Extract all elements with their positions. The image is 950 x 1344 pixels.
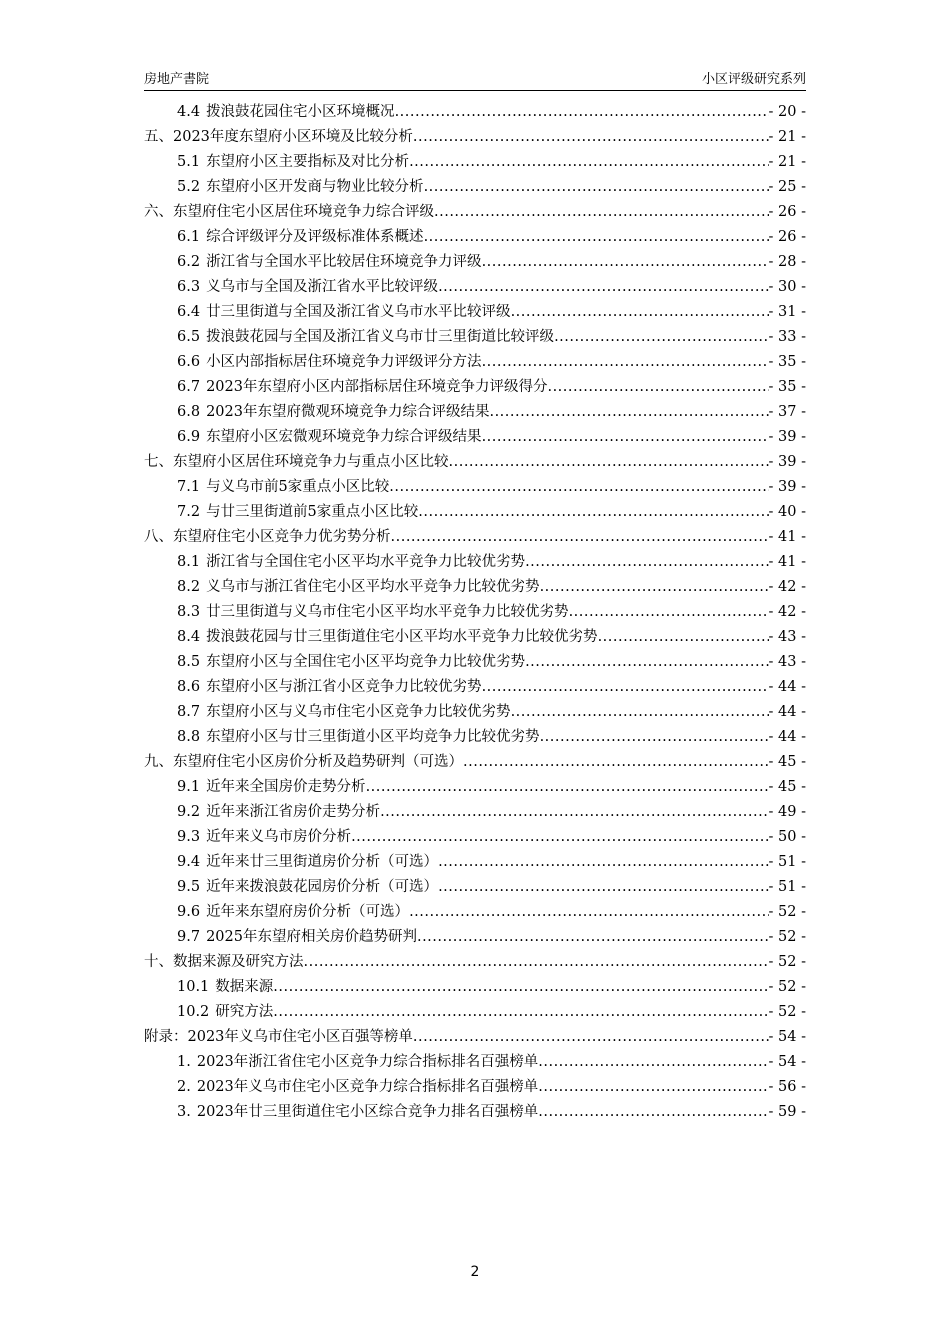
toc-entry-page: - 51 -: [768, 854, 806, 870]
toc-entry-title: 数据来源及研究方法: [173, 954, 304, 970]
toc-entry-number: 6.9: [177, 429, 201, 445]
toc-entry-title: 近年来东望府房价分析（可选）: [206, 904, 410, 920]
toc-entry-number: 6.7: [177, 379, 201, 395]
toc-dot-leader: [424, 225, 769, 250]
toc-entry-title: 2023年度东望府小区环境及比较分析: [173, 129, 413, 145]
toc-dot-leader: [304, 950, 769, 975]
toc-entry-number: 6.1: [177, 229, 201, 245]
toc-entry-number: 八、: [144, 529, 173, 545]
toc-entry[interactable]: [144, 975, 806, 1000]
toc-entry-page: - 52 -: [768, 954, 806, 970]
toc-entry-page: - 37 -: [768, 404, 806, 420]
toc-dot-leader: [538, 1100, 768, 1125]
toc-dot-leader: [438, 275, 768, 300]
toc-dot-leader: [540, 575, 769, 600]
toc-entry-page: - 45 -: [768, 754, 806, 770]
toc-entry-title: 浙江省与全国住宅小区平均水平竞争力比较优劣势: [206, 554, 526, 570]
toc-dot-leader: [413, 125, 769, 150]
toc-entry-page: - 44 -: [768, 729, 806, 745]
toc-entry-number: 9.2: [177, 804, 201, 820]
toc-entry[interactable]: [144, 250, 806, 275]
toc-entry-number: 七、: [144, 454, 173, 470]
toc-entry[interactable]: [144, 300, 806, 325]
toc-entry[interactable]: [144, 200, 806, 225]
toc-entry[interactable]: [144, 750, 806, 775]
toc-entry-number: 7.2: [177, 504, 201, 520]
toc-entry-title: 东望府小区与全国住宅小区平均竞争力比较优劣势: [206, 654, 526, 670]
toc-entry-title: 近年来拨浪鼓花园房价分析（可选）: [206, 879, 439, 895]
toc-entry-title: 数据来源: [215, 979, 274, 995]
toc-entry-title: 2023年浙江省住宅小区竞争力综合指标排名百强榜单: [196, 1054, 539, 1070]
toc-entry-number: 1.: [177, 1054, 191, 1070]
toc-entry-page: - 42 -: [768, 579, 806, 595]
toc-entry[interactable]: [144, 325, 806, 350]
toc-entry-title: 2023年东望府微观环境竞争力综合评级结果: [206, 404, 490, 420]
toc-entry[interactable]: [144, 450, 806, 475]
toc-entry-title: 东望府住宅小区居住环境竞争力综合评级: [173, 204, 434, 220]
page-header: [144, 68, 806, 90]
toc-entry[interactable]: [144, 950, 806, 975]
toc-dot-leader: [395, 100, 769, 125]
toc-entry-title: 拨浪鼓花园住宅小区环境概况: [206, 104, 395, 120]
toc-entry-title: 东望府小区主要指标及对比分析: [206, 154, 410, 170]
toc-entry-page: - 39 -: [768, 479, 806, 495]
toc-entry[interactable]: [144, 125, 806, 150]
toc-entry[interactable]: [144, 225, 806, 250]
toc-dot-leader: [547, 375, 768, 400]
toc-entry-number: 6.2: [177, 254, 201, 270]
toc-entry-number: 8.5: [177, 654, 201, 670]
toc-entry-page: - 50 -: [768, 829, 806, 845]
toc-dot-leader: [482, 675, 769, 700]
toc-entry-title: 东望府住宅小区房价分析及趋势研判（可选）: [173, 754, 463, 770]
toc-entry-title: 2023年廿三里街道住宅小区综合竞争力排名百强榜单: [196, 1104, 539, 1120]
toc-dot-leader: [351, 825, 768, 850]
toc-dot-leader: [525, 650, 768, 675]
toc-entry[interactable]: [144, 1075, 806, 1100]
toc-dot-leader: [449, 450, 769, 475]
toc-entry-page: - 54 -: [768, 1029, 806, 1045]
toc-entry[interactable]: [144, 350, 806, 375]
toc-dot-leader: [409, 900, 768, 925]
toc-dot-leader: [482, 350, 769, 375]
toc-entry-page: - 54 -: [768, 1054, 806, 1070]
toc-entry[interactable]: [144, 375, 806, 400]
toc-dot-leader: [438, 850, 768, 875]
toc-entry-title: 廿三里街道与义乌市住宅小区平均水平竞争力比较优劣势: [206, 604, 569, 620]
toc-entry[interactable]: [144, 100, 806, 125]
toc-entry-number: 6.3: [177, 279, 201, 295]
toc-entry-number: 九、: [144, 754, 173, 770]
toc-dot-leader: [391, 525, 769, 550]
toc-entry-title: 东望府小区与义乌市住宅小区竞争力比较优劣势: [206, 704, 511, 720]
toc-entry-number: 6.5: [177, 329, 201, 345]
toc-entry-page: - 45 -: [768, 779, 806, 795]
toc-entry-title: 东望府小区宏微观环境竞争力综合评级结果: [206, 429, 482, 445]
toc-entry-number: 4.4: [177, 104, 201, 120]
toc-entry-title: 廿三里街道与全国及浙江省义乌市水平比较评级: [206, 304, 511, 320]
toc-dot-leader: [554, 325, 768, 350]
header-publisher: 房地产書院: [144, 72, 210, 87]
toc-entry-number: 6.6: [177, 354, 201, 370]
toc-dot-leader: [538, 1075, 768, 1100]
header-divider: [144, 90, 806, 91]
toc-entry[interactable]: [144, 275, 806, 300]
toc-entry-page: - 59 -: [768, 1104, 806, 1120]
toc-entry-page: - 26 -: [768, 229, 806, 245]
toc-entry[interactable]: [144, 925, 806, 950]
toc-entry-title: 与义乌市前5家重点小区比较: [206, 479, 390, 495]
toc-dot-leader: [366, 775, 769, 800]
toc-entry-page: - 39 -: [768, 454, 806, 470]
toc-entry-page: - 40 -: [768, 504, 806, 520]
toc-entry-title: 2023年义乌市住宅小区百强等榜单: [187, 1029, 413, 1045]
toc-entry-page: - 56 -: [768, 1079, 806, 1095]
toc-dot-leader: [525, 550, 768, 575]
toc-entry-page: - 25 -: [768, 179, 806, 195]
toc-entry[interactable]: [144, 650, 806, 675]
toc-entry-number: 8.7: [177, 704, 201, 720]
toc-entry-title: 2023年东望府小区内部指标居住环境竞争力评级得分: [206, 379, 548, 395]
toc-dot-leader: [418, 500, 768, 525]
toc-dot-leader: [417, 925, 769, 950]
header-series-title: 小区评级研究系列: [701, 72, 806, 87]
toc-dot-leader: [434, 200, 769, 225]
toc-entry-title: 东望府住宅小区竞争力优劣势分析: [173, 529, 391, 545]
toc-entry-page: - 35 -: [768, 379, 806, 395]
toc-dot-leader: [389, 475, 768, 500]
table-of-contents: [144, 100, 806, 1125]
toc-entry-page: - 41 -: [768, 529, 806, 545]
toc-entry-number: 5.1: [177, 154, 201, 170]
toc-entry-number: 10.1: [177, 979, 210, 995]
toc-dot-leader: [540, 725, 769, 750]
toc-dot-leader: [482, 250, 769, 275]
toc-entry-page: - 28 -: [768, 254, 806, 270]
toc-entry-number: 9.7: [177, 929, 201, 945]
toc-entry-number: 五、: [144, 129, 173, 145]
toc-entry[interactable]: [144, 900, 806, 925]
toc-entry-title: 浙江省与全国水平比较居住环境竞争力评级: [206, 254, 482, 270]
toc-entry-title: 义乌市与浙江省住宅小区平均水平竞争力比较优劣势: [206, 579, 540, 595]
toc-entry-page: - 52 -: [768, 1004, 806, 1020]
toc-entry-title: 东望府小区与浙江省小区竞争力比较优劣势: [206, 679, 482, 695]
toc-entry-number: 8.3: [177, 604, 201, 620]
toc-entry-title: 东望府小区与廿三里街道小区平均竞争力比较优劣势: [206, 729, 540, 745]
toc-entry-number: 5.2: [177, 179, 201, 195]
toc-entry-page: - 21 -: [768, 129, 806, 145]
toc-entry-page: - 44 -: [768, 704, 806, 720]
toc-entry-page: - 52 -: [768, 929, 806, 945]
toc-entry[interactable]: [144, 150, 806, 175]
toc-entry-page: - 49 -: [768, 804, 806, 820]
toc-entry-page: - 43 -: [768, 629, 806, 645]
toc-entry-page: - 42 -: [768, 604, 806, 620]
toc-entry-title: 东望府小区居住环境竞争力与重点小区比较: [173, 454, 449, 470]
toc-entry-number: 附录：: [144, 1029, 188, 1045]
toc-dot-leader: [273, 1000, 768, 1025]
toc-entry-number: 9.6: [177, 904, 201, 920]
toc-entry-title: 近年来廿三里街道房价分析（可选）: [206, 854, 439, 870]
toc-entry-page: - 41 -: [768, 554, 806, 570]
toc-dot-leader: [538, 1050, 768, 1075]
toc-dot-leader: [409, 150, 768, 175]
toc-entry-number: 十、: [144, 954, 173, 970]
toc-entry-title: 小区内部指标居住环境竞争力评级评分方法: [206, 354, 482, 370]
toc-entry-title: 义乌市与全国及浙江省水平比较评级: [206, 279, 439, 295]
toc-entry-page: - 33 -: [768, 329, 806, 345]
toc-entry-page: - 44 -: [768, 679, 806, 695]
toc-entry[interactable]: [144, 1000, 806, 1025]
toc-entry-number: 9.5: [177, 879, 201, 895]
toc-entry[interactable]: [144, 675, 806, 700]
toc-entry-number: 2.: [177, 1079, 191, 1095]
toc-entry-title: 近年来全国房价走势分析: [206, 779, 366, 795]
toc-entry-number: 8.2: [177, 579, 201, 595]
toc-entry[interactable]: [144, 600, 806, 625]
toc-dot-leader: [273, 975, 768, 1000]
toc-entry-title: 拨浪鼓花园与全国及浙江省义乌市廿三里街道比较评级: [206, 329, 555, 345]
toc-entry-page: - 30 -: [768, 279, 806, 295]
toc-entry-page: - 43 -: [768, 654, 806, 670]
toc-entry[interactable]: [144, 550, 806, 575]
toc-entry-title: 拨浪鼓花园与廿三里街道住宅小区平均水平竞争力比较优劣势: [206, 629, 598, 645]
toc-entry-title: 2023年义乌市住宅小区竞争力综合指标排名百强榜单: [196, 1079, 539, 1095]
toc-entry[interactable]: [144, 175, 806, 200]
toc-dot-leader: [598, 625, 769, 650]
toc-entry[interactable]: [144, 700, 806, 725]
toc-entry-number: 6.8: [177, 404, 201, 420]
toc-entry-title: 研究方法: [215, 1004, 274, 1020]
toc-entry[interactable]: [144, 1025, 806, 1050]
toc-entry[interactable]: [144, 1100, 806, 1125]
toc-entry[interactable]: [144, 875, 806, 900]
toc-dot-leader: [424, 175, 769, 200]
toc-entry-number: 7.1: [177, 479, 201, 495]
toc-entry[interactable]: [144, 725, 806, 750]
toc-dot-leader: [569, 600, 769, 625]
toc-dot-leader: [511, 300, 769, 325]
toc-dot-leader: [438, 875, 768, 900]
toc-entry[interactable]: [144, 625, 806, 650]
toc-dot-leader: [482, 425, 769, 450]
toc-entry[interactable]: [144, 475, 806, 500]
toc-entry-page: - 31 -: [768, 304, 806, 320]
toc-entry-number: 8.1: [177, 554, 201, 570]
toc-entry-number: 8.8: [177, 729, 201, 745]
toc-entry[interactable]: [144, 800, 806, 825]
toc-entry-number: 9.3: [177, 829, 201, 845]
page-number: 2: [470, 1264, 480, 1280]
toc-entry[interactable]: [144, 1050, 806, 1075]
toc-entry-page: - 21 -: [768, 154, 806, 170]
toc-entry-title: 与廿三里街道前5家重点小区比较: [206, 504, 419, 520]
toc-entry-page: - 51 -: [768, 879, 806, 895]
toc-entry-title: 东望府小区开发商与物业比较分析: [206, 179, 424, 195]
toc-entry[interactable]: [144, 775, 806, 800]
toc-entry-title: 综合评级评分及评级标准体系概述: [206, 229, 424, 245]
toc-dot-leader: [380, 800, 768, 825]
toc-entry-title: 2025年东望府相关房价趋势研判: [206, 929, 417, 945]
toc-entry-number: 10.2: [177, 1004, 210, 1020]
toc-entry[interactable]: [144, 825, 806, 850]
toc-entry-page: - 52 -: [768, 904, 806, 920]
toc-entry-title: 近年来义乌市房价分析: [206, 829, 352, 845]
toc-dot-leader: [511, 700, 769, 725]
toc-entry-page: - 39 -: [768, 429, 806, 445]
toc-entry[interactable]: [144, 400, 806, 425]
toc-entry-page: - 26 -: [768, 204, 806, 220]
toc-entry-number: 9.1: [177, 779, 201, 795]
toc-entry-page: - 20 -: [768, 104, 806, 120]
toc-entry[interactable]: [144, 425, 806, 450]
toc-entry-number: 3.: [177, 1104, 191, 1120]
toc-entry[interactable]: [144, 850, 806, 875]
toc-dot-leader: [463, 750, 769, 775]
toc-entry-title: 近年来浙江省房价走势分析: [206, 804, 381, 820]
toc-entry-number: 9.4: [177, 854, 201, 870]
toc-entry-page: - 52 -: [768, 979, 806, 995]
toc-entry-number: 六、: [144, 204, 173, 220]
toc-entry-number: 8.4: [177, 629, 201, 645]
toc-entry[interactable]: [144, 525, 806, 550]
toc-dot-leader: [489, 400, 768, 425]
toc-entry-page: - 35 -: [768, 354, 806, 370]
toc-dot-leader: [413, 1025, 769, 1050]
toc-entry-number: 6.4: [177, 304, 201, 320]
toc-entry-number: 8.6: [177, 679, 201, 695]
toc-entry[interactable]: [144, 575, 806, 600]
toc-entry[interactable]: [144, 500, 806, 525]
